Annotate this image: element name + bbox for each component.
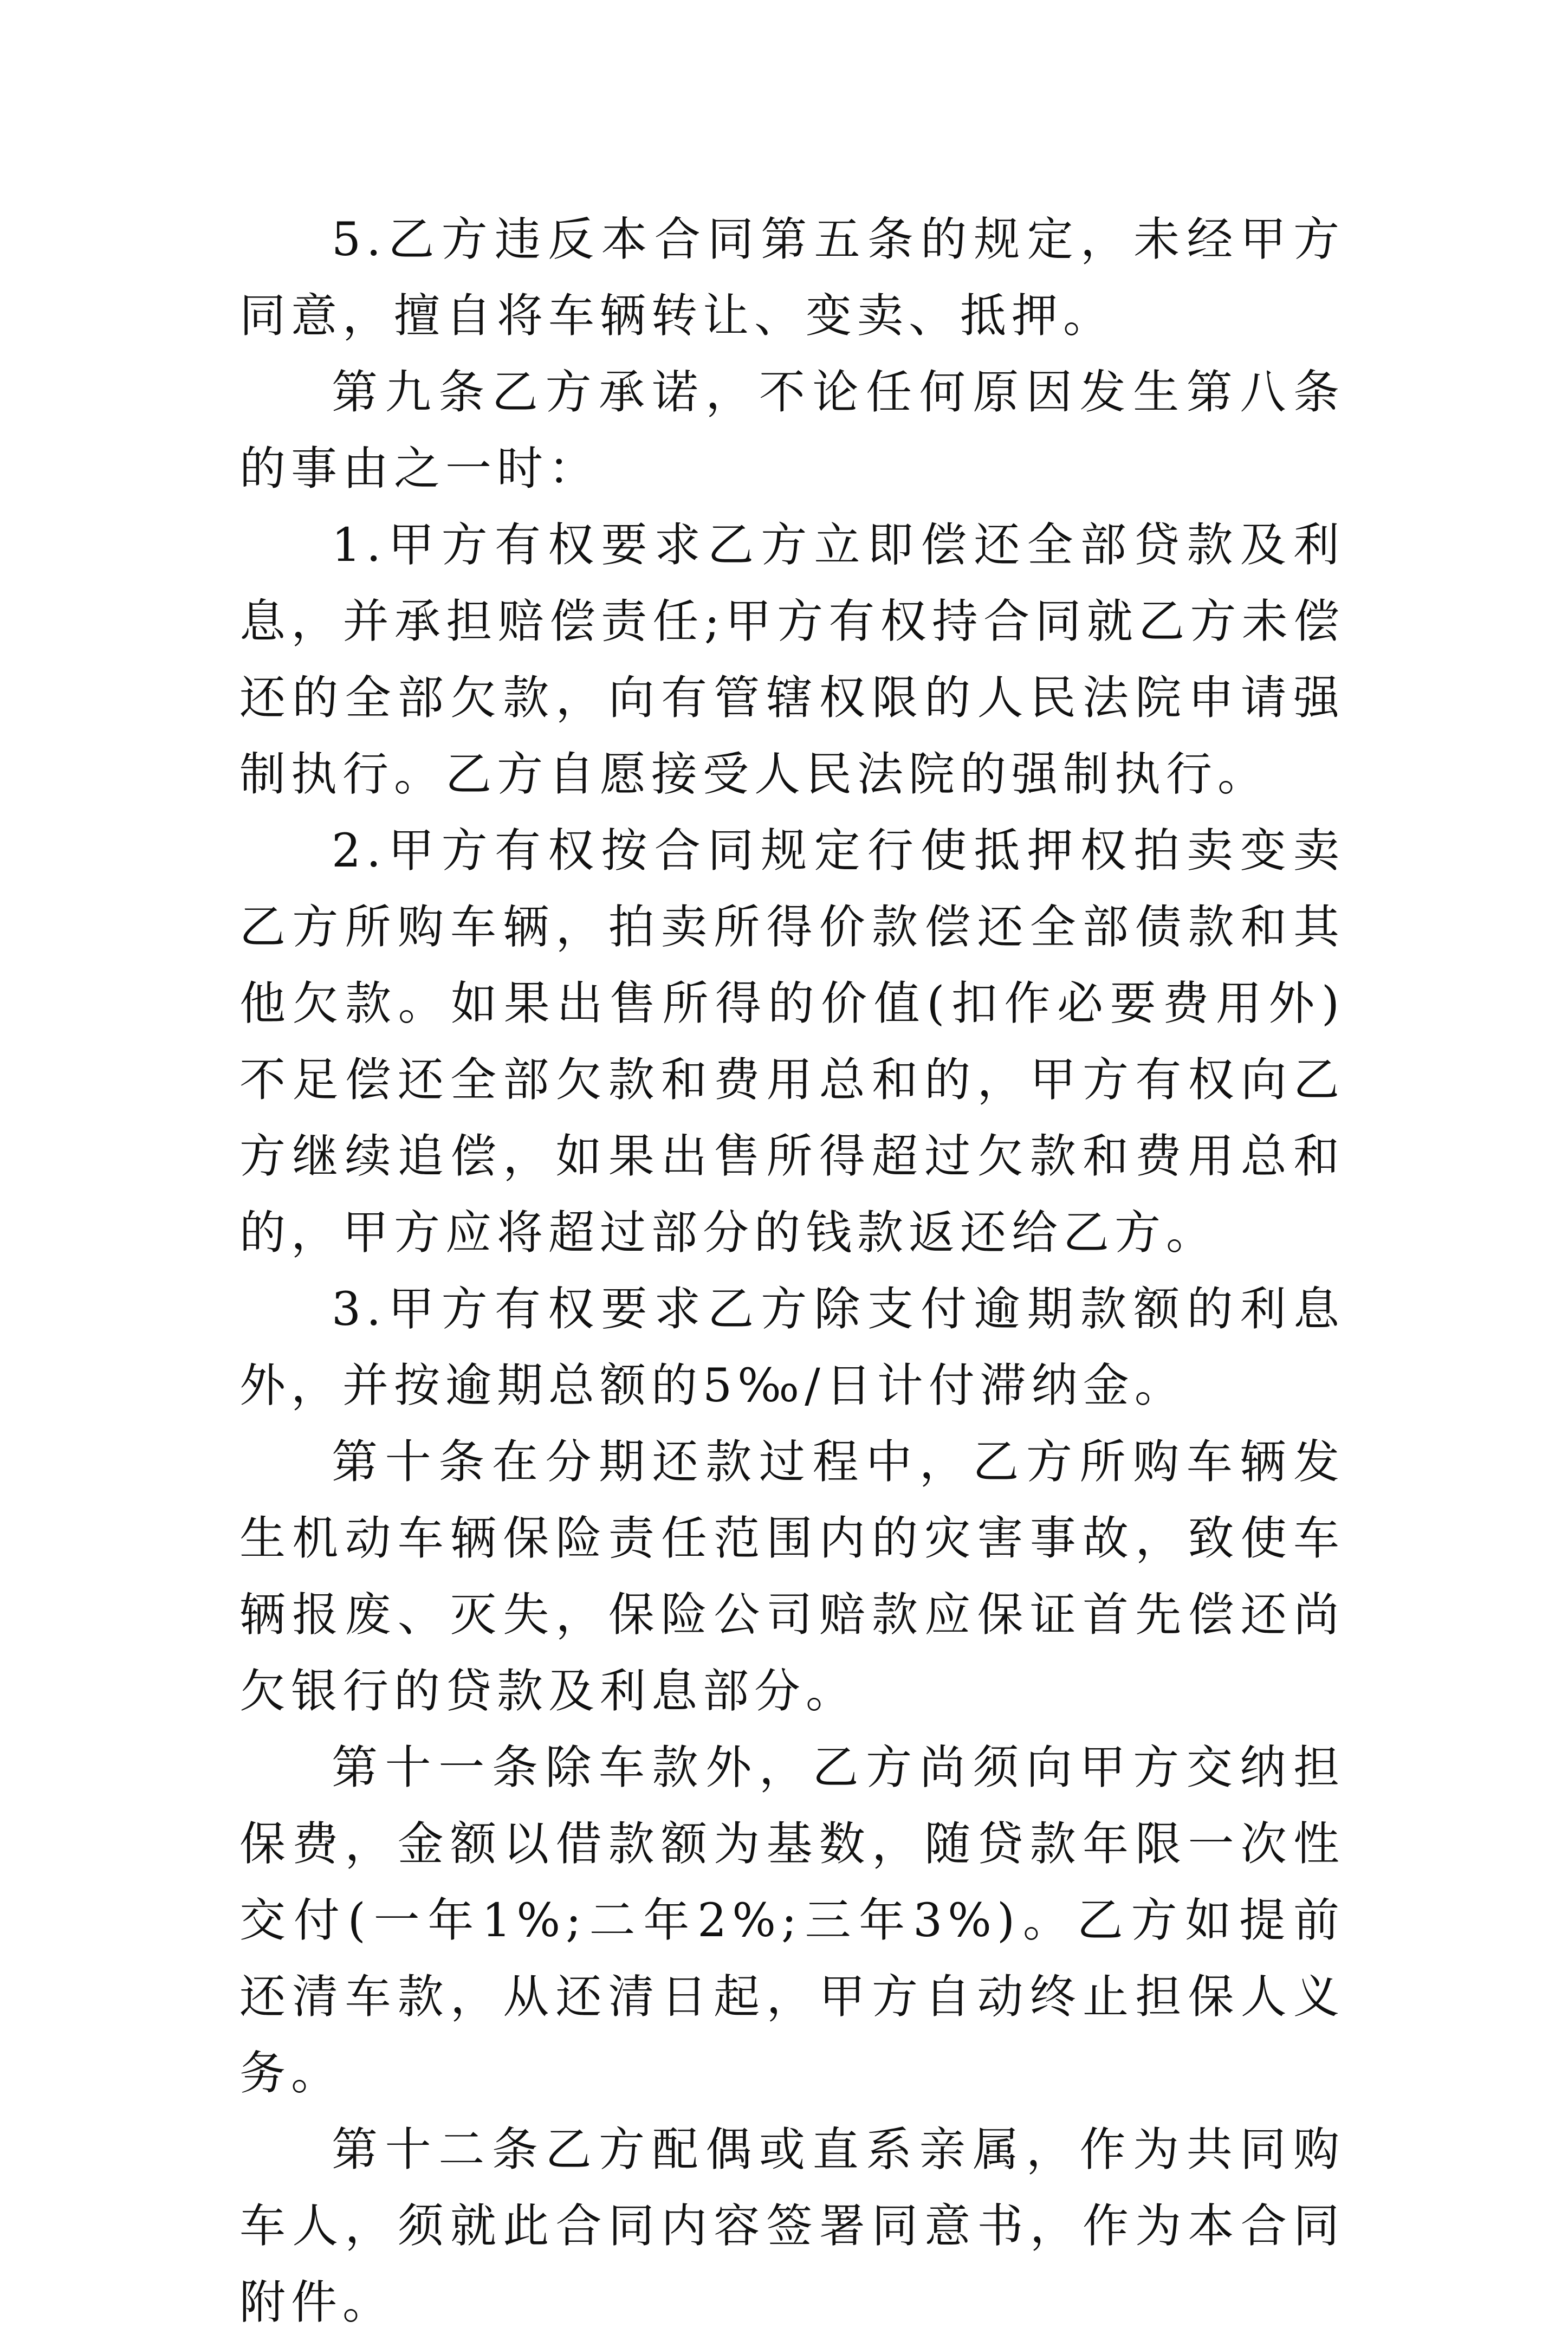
article-9-item-3: 3.甲方有权要求乙方除支付逾期款额的利息外，并按逾期总额的5‰/日计付滞纳金。	[239, 1283, 1345, 1413]
article-9-heading: 第九条乙方承诺，不论任何原因发生第八条的事由之一时：	[239, 366, 1345, 496]
document-body	[239, 202, 1345, 2341]
article-12: 第十二条乙方配偶或直系亲属，作为共同购车人，须就此合同内容签署同意书，作为本合同附件。	[239, 2123, 1345, 2330]
article-10: 第十条在分期还款过程中，乙方所购车辆发生机动车辆保险责任范围内的灾害事故，致使车辆报废、灭失，保险公司赔款应保证首先偿还尚欠银行的贷款及利息部分。	[239, 1435, 1345, 1718]
article-9-item-2: 2.甲方有权按合同规定行使抵押权拍卖变卖乙方所购车辆，拍卖所得价款偿还全部债款和其他欠款。如果出售所得的价值(扣作必要费用外)不足偿还全部欠款和费用总和的，甲方有权向乙方继续追偿，如果出售所得超过欠款和费用总和的，甲方应将超过部分的钱款返还给乙方。	[239, 824, 1345, 1260]
clause-8-item-5: 5.乙方违反本合同第五条的规定，未经甲方同意，擅自将车辆转让、变卖、抵押。	[239, 213, 1345, 343]
article-9-item-1: 1.甲方有权要求乙方立即偿还全部贷款及利息，并承担赔偿责任;甲方有权持合同就乙方未偿还的全部欠款，向有管辖权限的人民法院申请强制执行。乙方自愿接受人民法院的强制执行。	[239, 519, 1345, 801]
article-11: 第十一条除车款外，乙方尚须向甲方交纳担保费，金额以借款额为基数，随贷款年限一次性交付(一年1%;二年2%;三年3%)。乙方如提前还清车款，从还清日起，甲方自动终止担保人义务。	[239, 1741, 1345, 2100]
